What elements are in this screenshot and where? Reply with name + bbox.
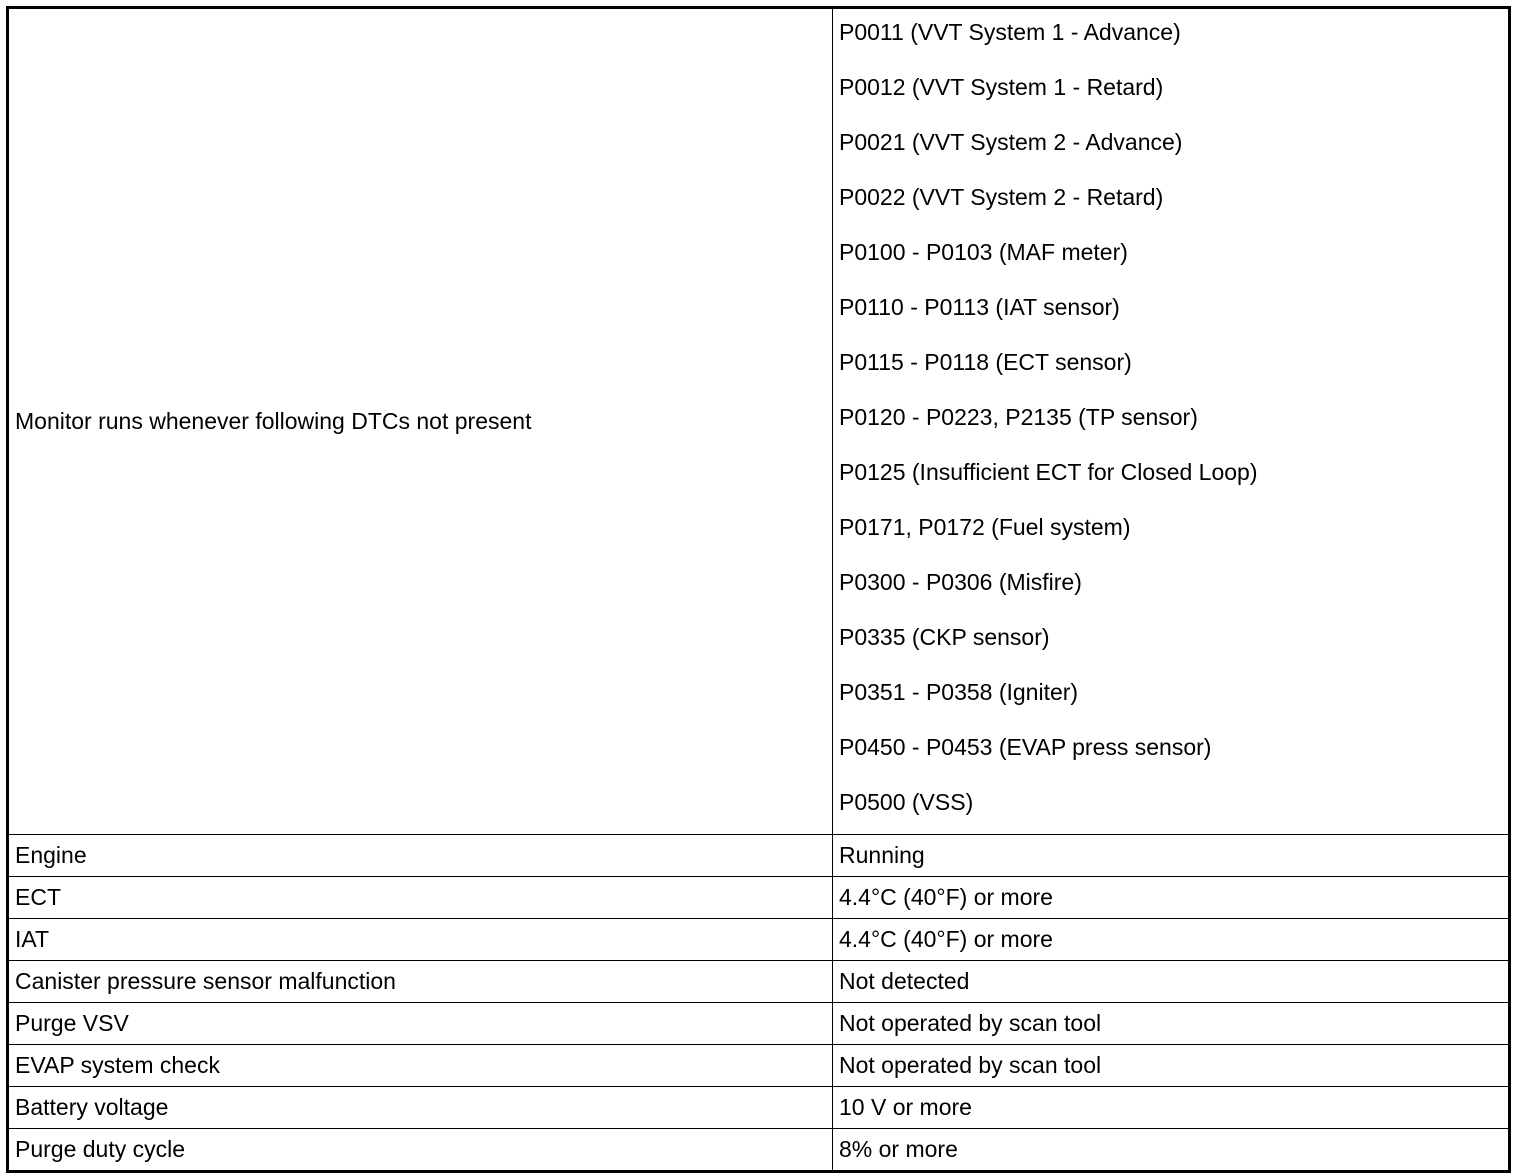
list-item: P0011 (VVT System 1 - Advance) xyxy=(839,19,1181,45)
condition-cell: Not operated by scan tool xyxy=(833,1045,1510,1087)
item-cell: ECT xyxy=(8,877,833,919)
condition-cell: 10 V or more xyxy=(833,1087,1510,1129)
item-cell: EVAP system check xyxy=(8,1045,833,1087)
item-cell: Engine xyxy=(8,835,833,877)
list-item: P0300 - P0306 (Misfire) xyxy=(839,569,1082,595)
list-item: P0100 - P0103 (MAF meter) xyxy=(839,239,1128,265)
list-item: P0351 - P0358 (Igniter) xyxy=(839,679,1079,705)
condition-cell: Not operated by scan tool xyxy=(833,1003,1510,1045)
list-item: P0500 (VSS) xyxy=(839,789,974,815)
item-cell: Purge duty cycle xyxy=(8,1129,833,1172)
list-item: P0171, P0172 (Fuel system) xyxy=(839,514,1131,540)
list-item: P0125 (Insufficient ECT for Closed Loop) xyxy=(839,459,1258,485)
dtc-condition-label: Monitor runs whenever following DTCs not present xyxy=(8,8,833,835)
table-row xyxy=(8,1045,1510,1087)
item-cell: Canister pressure sensor malfunction xyxy=(8,961,833,1003)
list-item: P0012 (VVT System 1 - Retard) xyxy=(839,74,1164,100)
item-cell: IAT xyxy=(8,919,833,961)
table-row xyxy=(8,877,1510,919)
table-row xyxy=(8,1003,1510,1045)
item-cell: Purge VSV xyxy=(8,1003,833,1045)
table-row xyxy=(8,919,1510,961)
table-row xyxy=(8,961,1510,1003)
list-item: P0115 - P0118 (ECT sensor) xyxy=(839,349,1132,375)
condition-cell: 4.4°C (40°F) or more xyxy=(833,877,1510,919)
condition-cell: 8% or more xyxy=(833,1129,1510,1172)
conditions-table xyxy=(6,6,1511,1173)
dtc-list xyxy=(839,9,1508,834)
list-item: P0450 - P0453 (EVAP press sensor) xyxy=(839,734,1212,760)
table-row xyxy=(8,1087,1510,1129)
list-item: P0110 - P0113 (IAT sensor) xyxy=(839,294,1120,320)
table-row xyxy=(8,8,1510,835)
list-item: P0021 (VVT System 2 - Advance) xyxy=(839,129,1183,155)
condition-cell: Running xyxy=(833,835,1510,877)
item-cell: Battery voltage xyxy=(8,1087,833,1129)
table-row xyxy=(8,835,1510,877)
list-item: P0335 (CKP sensor) xyxy=(839,624,1050,650)
list-item: P0120 - P0223, P2135 (TP sensor) xyxy=(839,404,1198,430)
table-row xyxy=(8,1129,1510,1172)
condition-cell: 4.4°C (40°F) or more xyxy=(833,919,1510,961)
condition-cell: Not detected xyxy=(833,961,1510,1003)
list-item: P0022 (VVT System 2 - Retard) xyxy=(839,184,1164,210)
dtc-list-cell xyxy=(833,8,1510,835)
